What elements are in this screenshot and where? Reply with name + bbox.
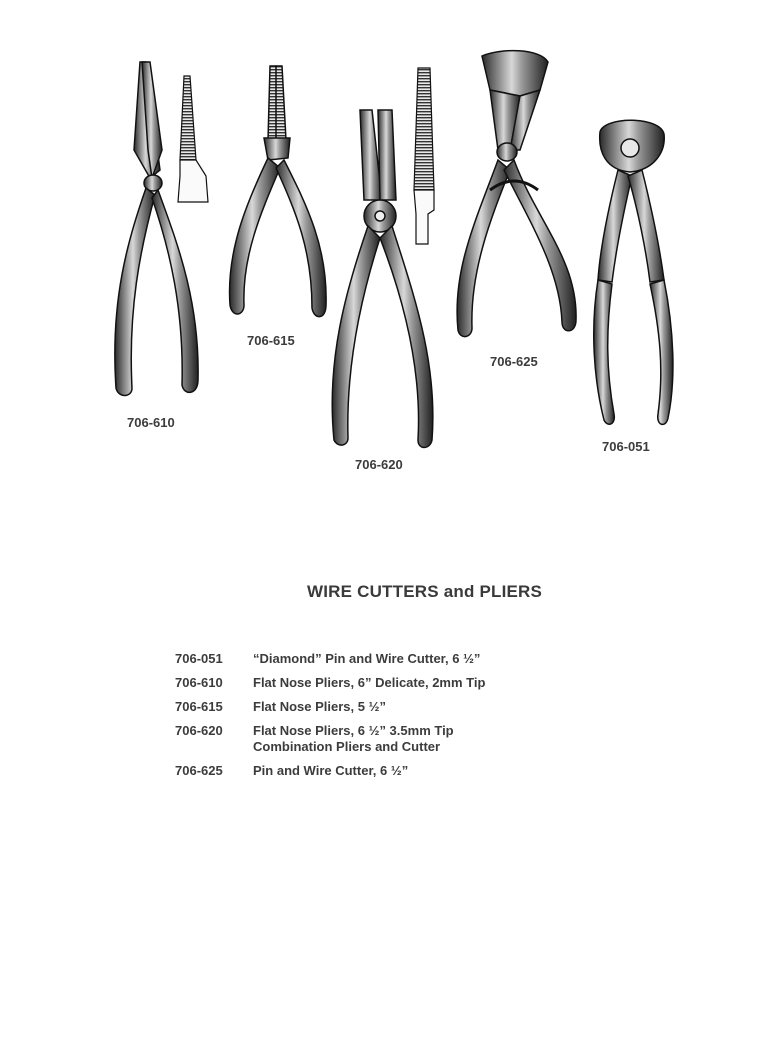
page-title: WIRE CUTTERS and PLIERS: [307, 582, 543, 601]
item-description: [253, 763, 408, 779]
jaw-tip-detail-620: [414, 68, 434, 244]
item-description: [253, 675, 485, 691]
item-code: 706-610: [175, 675, 223, 690]
item-description-line: “Diamond” Pin and Wire Cutter, 6 ½”: [253, 651, 481, 666]
figure-label-706-625: 706-625: [490, 354, 538, 369]
figure-label-706-620: 706-620: [355, 457, 403, 472]
pliers-706-615-illustration: [230, 66, 327, 317]
catalog-row: [175, 723, 485, 755]
cutter-706-051-illustration: [594, 120, 673, 424]
item-description-line: Pin and Wire Cutter, 6 ½”: [253, 763, 409, 778]
figure-label-706-610: 706-610: [127, 415, 175, 430]
figure-label-706-615: 706-615: [247, 333, 295, 348]
figure-label-706-051: 706-051: [602, 439, 650, 454]
instrument-illustrations: [0, 0, 780, 500]
catalog-row: [175, 651, 485, 667]
catalog-list: [175, 651, 485, 787]
cutter-706-625-illustration: [457, 51, 576, 337]
item-description-line: Flat Nose Pliers, 6 ½” 3.5mm Tip: [253, 723, 454, 738]
item-code: 706-620: [175, 723, 223, 738]
item-description-line: Flat Nose Pliers, 6” Delicate, 2mm Tip: [253, 675, 486, 690]
catalog-row: [175, 699, 485, 715]
item-description: [253, 651, 480, 667]
item-description: [253, 723, 454, 755]
item-code: 706-625: [175, 763, 223, 778]
catalog-row: [175, 763, 485, 779]
jaw-tip-detail-610: [178, 76, 208, 202]
item-code: 706-615: [175, 699, 223, 714]
item-description-line: Combination Pliers and Cutter: [253, 739, 441, 754]
item-code: 706-051: [175, 651, 223, 666]
item-description-line: Flat Nose Pliers, 5 ½”: [253, 699, 386, 714]
catalog-row: [175, 675, 485, 691]
item-description: [253, 699, 386, 715]
